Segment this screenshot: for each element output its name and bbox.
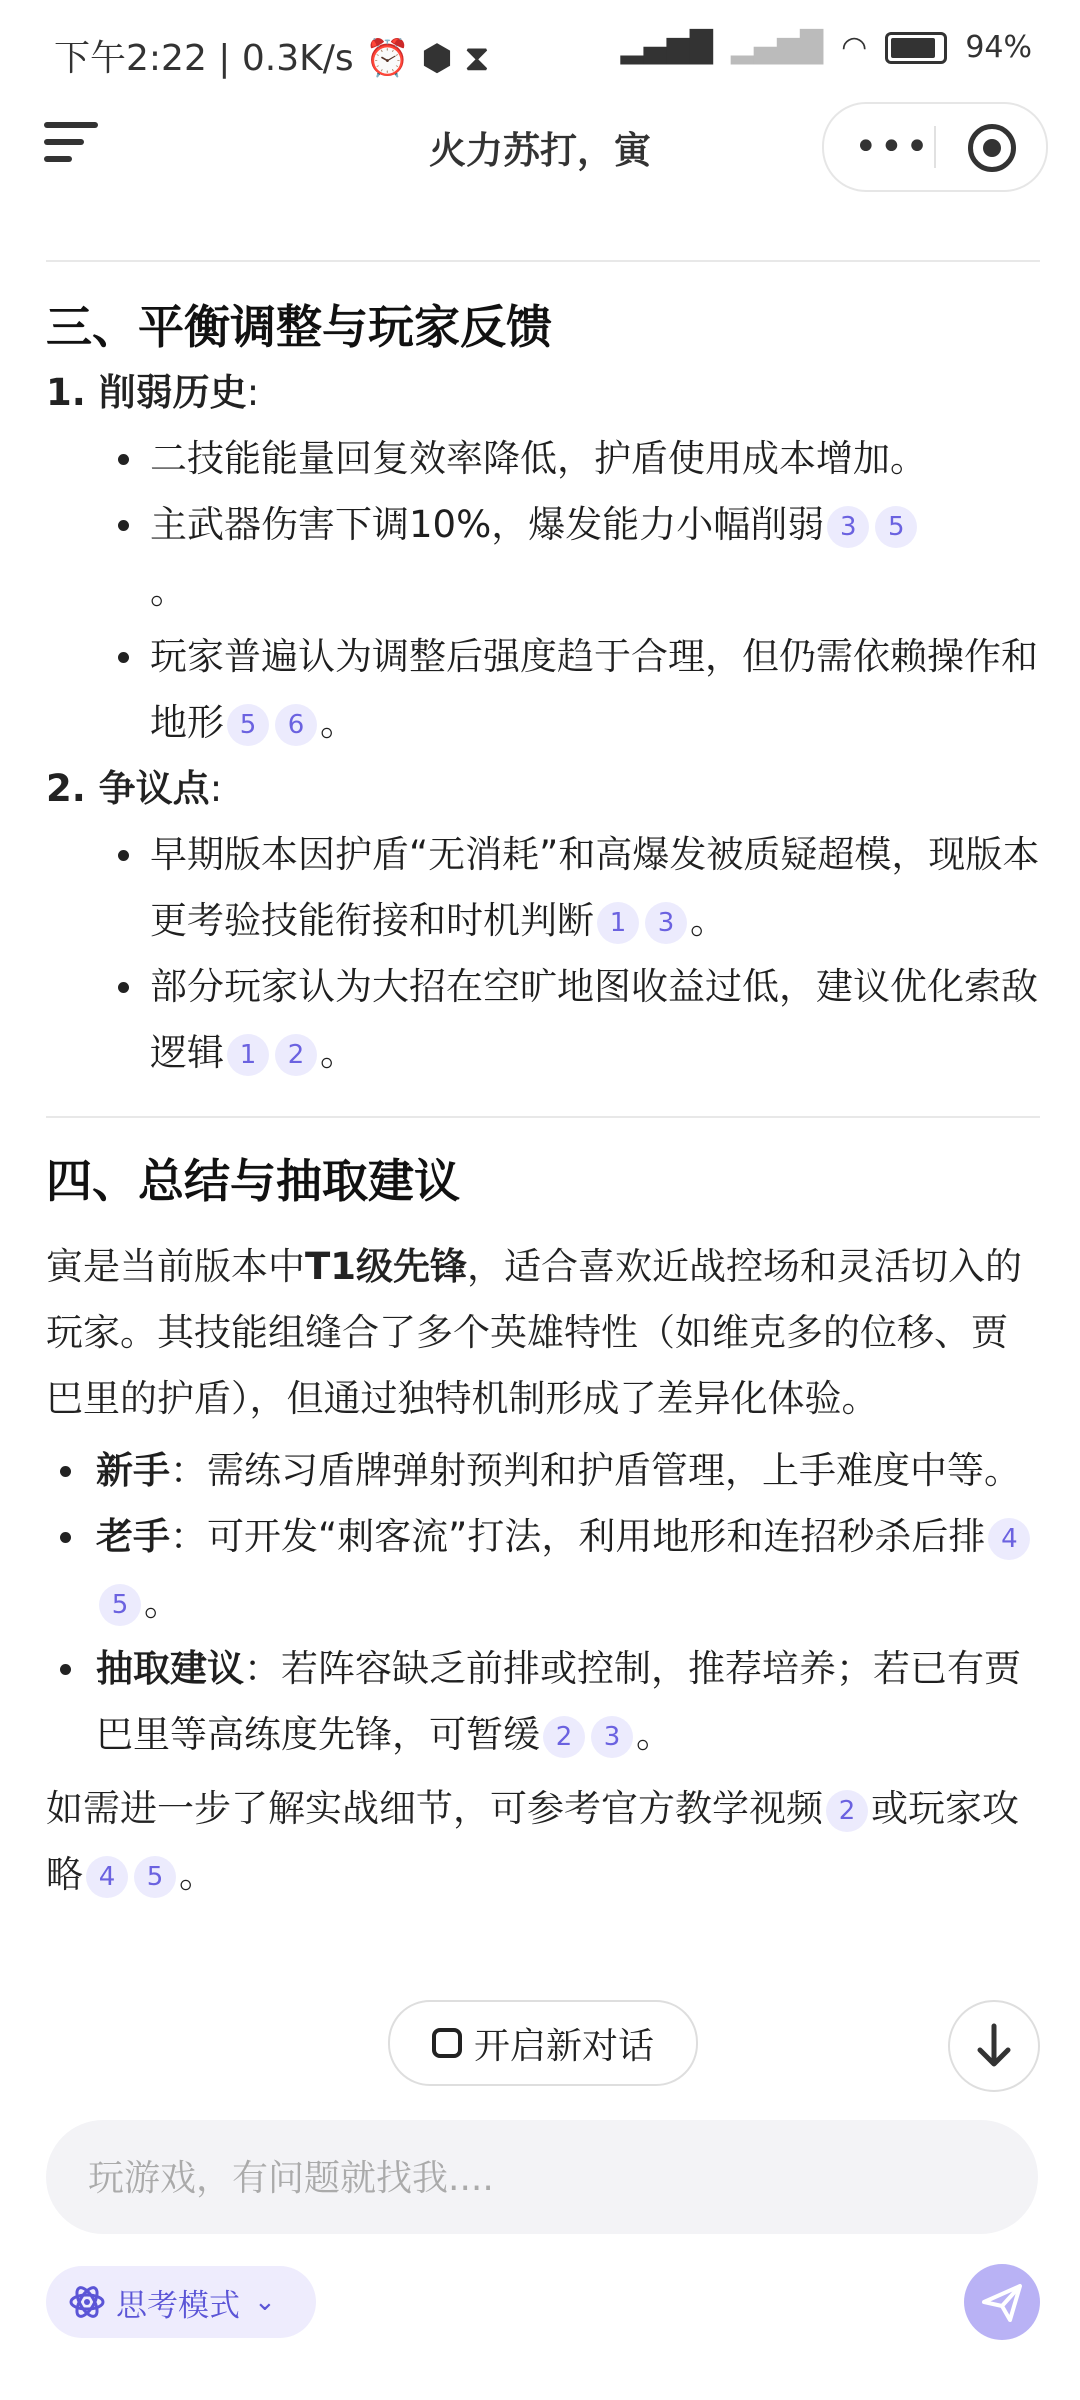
- list-item: 新手：需练习盾牌弹射预判和护盾管理，上手难度中等。: [46, 1438, 1040, 1504]
- send-icon: [964, 2264, 1040, 2340]
- app-icon: ⬢: [421, 38, 453, 79]
- status-bar: [0, 0, 1080, 100]
- more-dots-icon[interactable]: •••: [854, 124, 931, 170]
- list-item: 玩家普遍认为调整后强度趋于合理，但仍需依赖操作和地形 5 6 。: [46, 624, 1040, 756]
- battery-percent: 94%: [965, 30, 1032, 65]
- citation-badge[interactable]: 1: [597, 902, 639, 944]
- battery-icon: [885, 32, 947, 64]
- citation-badge[interactable]: 6: [275, 704, 317, 746]
- status-time: 下午2:22 | 0.3K/s ⏰ ⬢ ⧗: [54, 38, 490, 79]
- list-item: 早期版本因护盾“无消耗”和高爆发被质疑超模，现版本更考验技能衔接和时机判断 1 3 。: [46, 822, 1040, 954]
- summary-paragraph: 寅是当前版本中T1级先锋，适合喜欢近战控场和灵活切入的玩家。其技能组缝合了多个英雄特性（如维克多的位移、贾巴里的护盾），但通过独特机制形成了差异化体验。: [46, 1245, 1022, 1420]
- chat-message: [46, 260, 1040, 1908]
- section-title: 三、平衡调整与玩家反馈: [46, 300, 552, 354]
- citation-badge[interactable]: 3: [591, 1716, 633, 1758]
- arrow-down-icon: [950, 2002, 1038, 2090]
- list-item: 部分玩家认为大招在空旷地图收益过低，建议优化索敌逻辑 1 2 。: [46, 954, 1040, 1086]
- page-title: 火力苏打，寅: [429, 129, 651, 172]
- chat-input-box[interactable]: [46, 2120, 1038, 2234]
- citation-badge[interactable]: 1: [227, 1034, 269, 1076]
- record-target-icon[interactable]: [968, 124, 1016, 172]
- send-button[interactable]: [964, 2264, 1040, 2340]
- citation-badge[interactable]: 2: [275, 1034, 317, 1076]
- chat-input[interactable]: [86, 2120, 990, 2236]
- group-label: 2. 争议点:: [46, 767, 223, 810]
- citation-badge[interactable]: 5: [227, 704, 269, 746]
- bullet-list: [46, 822, 1040, 1086]
- mini-program-capsule: [822, 102, 1048, 192]
- bullet-list: [46, 1438, 1040, 1768]
- bullet-list: [46, 426, 1040, 756]
- group-label: 1. 削弱历史:: [46, 371, 260, 414]
- list-item: 主武器伤害下调10%，爆发能力小幅削弱 3 5 。: [46, 492, 1040, 624]
- signal-icon: ▂▄▆█: [620, 30, 713, 65]
- citation-badge[interactable]: 3: [645, 902, 687, 944]
- citation-badge[interactable]: 4: [86, 1856, 128, 1898]
- think-mode-label: 思考模式: [116, 2287, 240, 2324]
- new-chat-button[interactable]: [388, 2000, 698, 2086]
- atom-icon: [68, 2283, 106, 2321]
- citation-badge[interactable]: 3: [827, 506, 869, 548]
- list-item: 二技能能量回复效率降低，护盾使用成本增加。: [46, 426, 1040, 492]
- alarm-icon: ⏰: [365, 38, 410, 79]
- header: [0, 100, 1080, 210]
- citation-badge[interactable]: 5: [134, 1856, 176, 1898]
- new-chat-label: 开启新对话: [473, 2025, 654, 2067]
- signal-off-icon: ▂▄▆█: [730, 30, 824, 65]
- chevron-down-icon: ⌄: [254, 2287, 276, 2317]
- capsule-divider: [934, 126, 936, 168]
- think-mode-button[interactable]: [46, 2266, 316, 2338]
- scroll-down-button[interactable]: [948, 2000, 1040, 2092]
- closing-paragraph: 如需进一步了解实战细节，可参考官方教学视频 2 或玩家攻略 4 5 。: [46, 1787, 1019, 1896]
- list-item: 抽取建议：若阵容缺乏前排或控制，推荐培养；若已有贾巴里等高练度先锋，可暂缓 2 3 。: [46, 1636, 1040, 1768]
- section-title: 四、总结与抽取建议: [46, 1154, 460, 1208]
- wifi-icon: ◠: [841, 30, 868, 65]
- citation-badge[interactable]: 2: [543, 1716, 585, 1758]
- status-right: [621, 30, 1032, 65]
- list-item: 老手：可开发“刺客流”打法，利用地形和连招秒杀后排 45 。: [46, 1504, 1040, 1636]
- citation-badge[interactable]: 4: [988, 1518, 1030, 1560]
- citation-badge[interactable]: 2: [826, 1790, 868, 1832]
- hourglass-icon: ⧗: [464, 38, 490, 79]
- citation-badge[interactable]: 5: [875, 506, 917, 548]
- citation-badge[interactable]: 5: [99, 1584, 141, 1626]
- new-chat-icon: [432, 2028, 462, 2058]
